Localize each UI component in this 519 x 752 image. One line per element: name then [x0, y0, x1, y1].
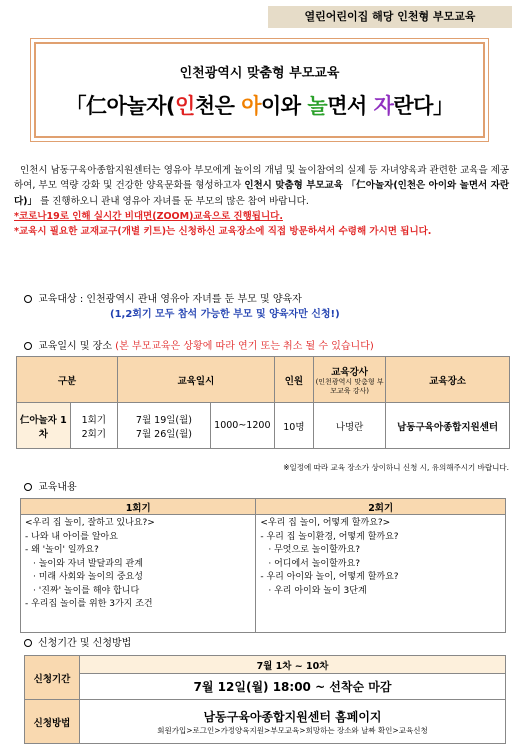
- content-table: 1회기 2회기 <우리 집 놀이, 잘하고 있나요?> - 나와 내 아이를 알아요 - 왜 '놀이' 일까요? · 놀이와 자녀 발달과의 관계 · 미래 사회와 놀이의 중요성 · '진짜' 놀이를 해야 합니다 - 우리집 놀이를 위한 3가지 조건 <우리 집 놀이, 어떻게 할까요?> - 우리 집 놀이환경, 어떻게 할까요? · 무엇으로 놀이할까요? · 어디에서 놀이할까요? - 우리 아이와 놀이, 어떻게 할까요? · 우리 아이와 놀이 3단계: [20, 498, 506, 633]
- intro-bold: 인천시 맞춤형 부모교육 「仁아놀자(인천은 아이와 놀면서 자란다)」: [14, 180, 509, 207]
- header-badge: 열린어린이집 해당 인천형 부모교육: [268, 6, 512, 28]
- intro-paragraph: 인천시 남동구육아종합지원센터는 영유아 부모에게 놀이의 개념 및 놀이참여의 실제 등 자녀양육과 관련한 교육을 제공하여, 부모 역량 강화 및 건강한 양육문화를 형성하고자 인천시 맞춤형 부모교육 「仁아놀자(인천은 아이와 놀면서 자란다)」 를 진행하오니 관내 영유아 자녀를 둔 부모의 많은 참여 바랍니다. *코로나19로 인해 실시간 비대면(ZOOM)교육으로 진행됩니다. *교육시 필요한 교재교구(개별 키트)는 신청하신 교육장소에 직접 방문하셔서 수령해 가시면 됩니다.: [14, 165, 509, 238]
- apply-table: 신청기간 7월 1차 ~ 10차 7월 12일(월) 18:00 ~ 선착순 마감 신청방법 남동구육아종합지원센터 홈페이지 회원가입>로그인>가정양육지원>부모교육>희망하는 장소와 날짜 확인>교육신청: [24, 655, 506, 744]
- content-section: 교육내용: [24, 478, 77, 493]
- schedule-table: 구분 교육일시 인원 교육강사 (인천광역시 맞춤형 부모교육 강사) 교육장소 仁아놀자 1차 1회기 2회기 7월 19일(월) 7월 26일(월) 1000~1200 10명 나명란 남동구육아종합지원센터: [16, 356, 510, 449]
- content-col2: <우리 집 놀이, 어떻게 할까요?> - 우리 집 놀이환경, 어떻게 할까요? · 무엇으로 놀이할까요? · 어디에서 놀이할까요? - 우리 아이와 놀이, 어떻게 할까요? · 우리 아이와 놀이 3단계: [256, 515, 506, 633]
- schedule-note: ※일정에 따라 교육 장소가 상이하니 신청 시, 유의해주시기 바랍니다.: [283, 463, 509, 472]
- schedule-section: 교육일시 및 장소 (본 부모교육은 상황에 따라 연기 또는 취소 될 수 있습니다): [24, 337, 374, 352]
- title-line1: 인천광역시 맞춤형 부모교육: [179, 66, 340, 81]
- target-sub: (1,2회기 모두 참석 가능한 부모 및 양육자만 신청!): [110, 309, 340, 320]
- apply-section: 신청기간 및 신청방법: [24, 634, 131, 649]
- target-section: 교육대상 : 인천광역시 관내 영유아 자녀를 둔 부모 및 양육자: [24, 290, 302, 305]
- title-line2: 「仁아놀자(인천은 아이와 놀면서 자란다」: [65, 94, 454, 118]
- kit-note: *교육시 필요한 교재교구(개별 키트)는 신청하신 교육장소에 직접 방문하셔서 수령해 가시면 됩니다.: [14, 226, 432, 238]
- covid-note: *코로나19로 인해 실시간 비대면(ZOOM)교육으로 진행됩니다.: [14, 210, 283, 222]
- title-box: [34, 42, 485, 138]
- content-col1: <우리 집 놀이, 잘하고 있나요?> - 나와 내 아이를 알아요 - 왜 '놀이' 일까요? · 놀이와 자녀 발달과의 관계 · 미래 사회와 놀이의 중요성 · '진짜' 놀이를 해야 합니다 - 우리집 놀이를 위한 3가지 조건: [21, 515, 256, 633]
